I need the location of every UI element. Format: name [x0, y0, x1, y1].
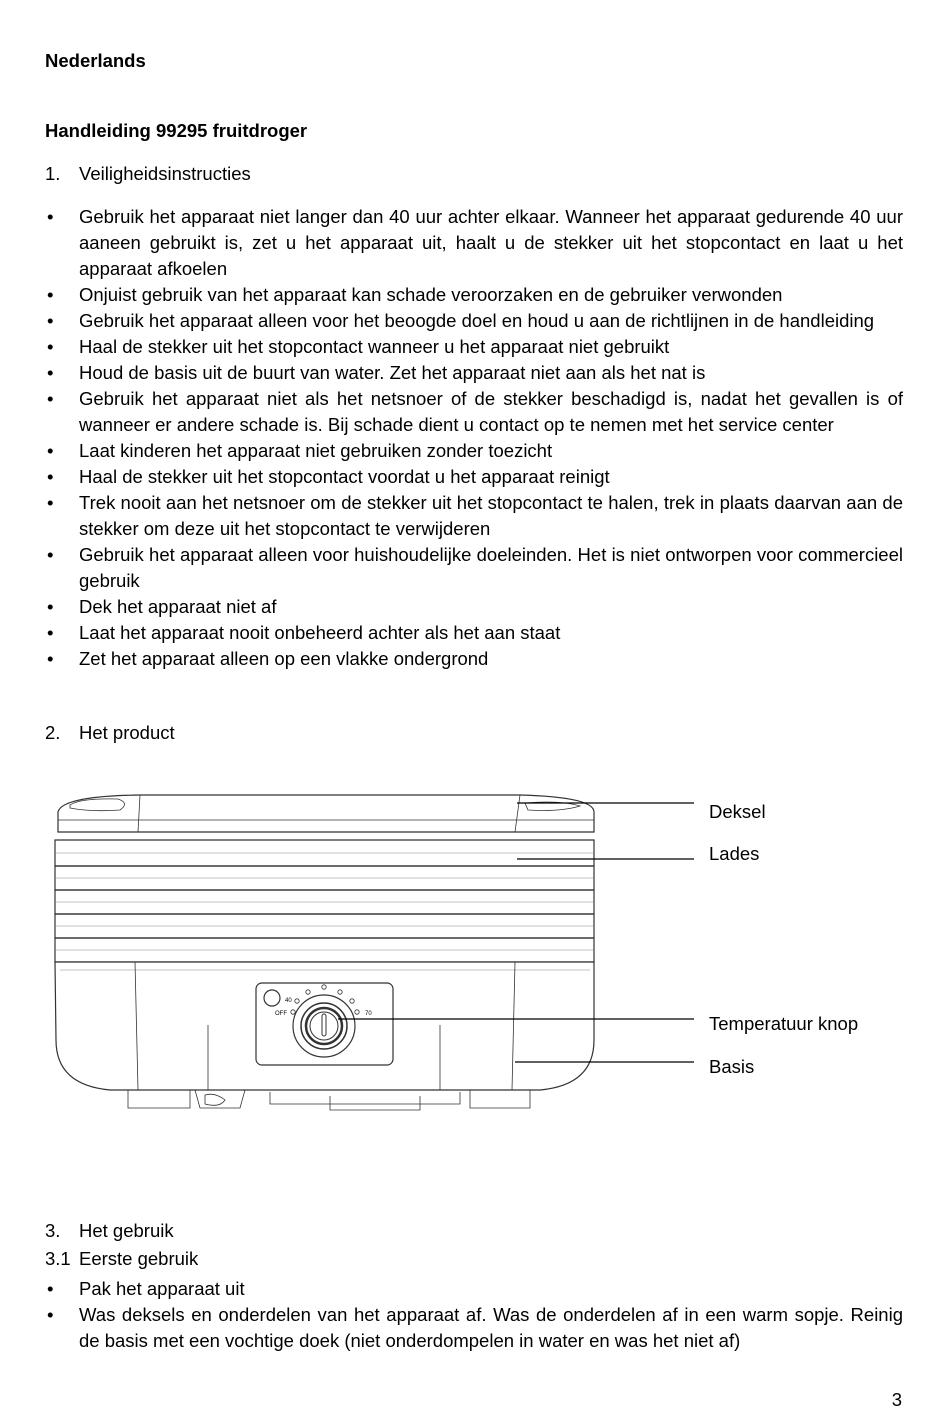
bullet-icon: • [47, 544, 54, 565]
list-item [45, 646, 903, 672]
section-3-number: 3. [45, 1220, 61, 1241]
label-deksel: Deksel [709, 801, 766, 822]
section-3-heading [45, 1220, 174, 1242]
list-item [45, 204, 903, 282]
dial-label-40: 40 [285, 998, 292, 1004]
trays-shape [55, 840, 594, 962]
list-item-text: Gebruik het apparaat alleen voor huishoudelijke doeleinden. Het is niet ontworpen voor commercieel gebruik [79, 544, 903, 591]
bullet-icon: • [47, 362, 54, 383]
label-basis: Basis [709, 1056, 755, 1077]
list-item [45, 594, 903, 620]
list-item [45, 334, 903, 360]
list-item-text: Trek nooit aan het netsnoer om de stekker uit het stopcontact te halen, trek in plaats daarvan aan de stekker om deze uit het stopcontact te verwijderen [79, 492, 903, 539]
list-item-text: Houd de basis uit de buurt van water. Zet het apparaat niet aan als het nat is [79, 362, 706, 383]
bullet-icon: • [47, 596, 54, 617]
bullet-icon: • [47, 388, 54, 409]
label-temperatuur-knop: Temperatuur knop [709, 1013, 859, 1034]
bullet-icon: • [47, 622, 54, 643]
document-title: Handleiding 99295 fruitdroger [45, 120, 308, 141]
list-item [45, 360, 903, 386]
dial-label-off: OFF [275, 1011, 287, 1017]
bullet-icon: • [47, 336, 54, 357]
label-lades: Lades [709, 843, 760, 864]
section-2-heading [45, 722, 175, 744]
list-item-text: Haal de stekker uit het stopcontact voordat u het apparaat reinigt [79, 466, 610, 487]
list-item [45, 386, 903, 438]
list-item [45, 542, 903, 594]
list-item-text: Was deksels en onderdelen van het apparaat af. Was de onderdelen af in een warm sopje. Reinig de basis met een vochtige doek (niet onderdompelen in water en was het niet af) [79, 1304, 903, 1351]
section-3-1-heading [45, 1248, 198, 1270]
list-item [45, 490, 903, 542]
list-item-text: Dek het apparaat niet af [79, 596, 277, 617]
section-2-title: Het product [79, 722, 175, 743]
section-3-title: Het gebruik [79, 1220, 174, 1241]
bullet-icon: • [47, 648, 54, 669]
section-1-number: 1. [45, 163, 61, 184]
bullet-icon: • [47, 1304, 54, 1325]
bullet-icon: • [47, 466, 54, 487]
first-use-list [45, 1276, 903, 1354]
list-item [45, 438, 903, 464]
bullet-icon: • [47, 1278, 54, 1299]
bullet-icon: • [47, 284, 54, 305]
list-item-text: Gebruik het apparaat niet als het netsnoer of de stekker beschadigd is, nadat het gevallen is of wanneer er andere schade is. Bij schade dient u contact op te nemen met het service center [79, 388, 903, 435]
section-3-1-title: Eerste gebruik [79, 1248, 199, 1269]
list-item-text: Laat kinderen het apparaat niet gebruiken zonder toezicht [79, 440, 553, 461]
list-item [45, 464, 903, 490]
section-2-number: 2. [45, 722, 61, 743]
list-item [45, 1276, 903, 1302]
list-item [45, 308, 903, 334]
list-item-text: Gebruik het apparaat niet langer dan 40 uur achter elkaar. Wanneer het apparaat gedurende 40 uur aaneen gebruikt is, zet u het apparaat uit, haalt u de stekker uit het stopcontact en laat u het apparaat afkoelen [79, 206, 903, 279]
bullet-icon: • [47, 206, 54, 227]
page-number: 3 [891, 1389, 902, 1410]
bullet-icon: • [47, 492, 54, 513]
dial-label-70: 70 [365, 1011, 372, 1017]
list-item-text: Onjuist gebruik van het apparaat kan schade veroorzaken en de gebruiker verwonden [79, 284, 783, 305]
section-3-1-number: 3.1 [45, 1248, 71, 1269]
section-1-heading [45, 163, 251, 185]
section-1-title: Veiligheidsinstructies [79, 163, 251, 184]
list-item-text: Haal de stekker uit het stopcontact wanneer u het apparaat niet gebruikt [79, 336, 670, 357]
bullet-icon: • [47, 310, 54, 331]
list-item [45, 1302, 903, 1354]
list-item-text: Laat het apparaat nooit onbeheerd achter als het aan staat [79, 622, 561, 643]
list-item-text: Gebruik het apparaat alleen voor het beoogde doel en houd u aan de richtlijnen in de handleiding [79, 310, 875, 331]
bullet-icon: • [47, 440, 54, 461]
list-item [45, 620, 903, 646]
list-item-text: Pak het apparaat uit [79, 1278, 245, 1299]
list-item-text: Zet het apparaat alleen op een vlakke ondergrond [79, 648, 489, 669]
safety-instructions-list [45, 204, 903, 672]
product-diagram [0, 780, 950, 1125]
list-item [45, 282, 903, 308]
language-heading: Nederlands [45, 50, 146, 71]
